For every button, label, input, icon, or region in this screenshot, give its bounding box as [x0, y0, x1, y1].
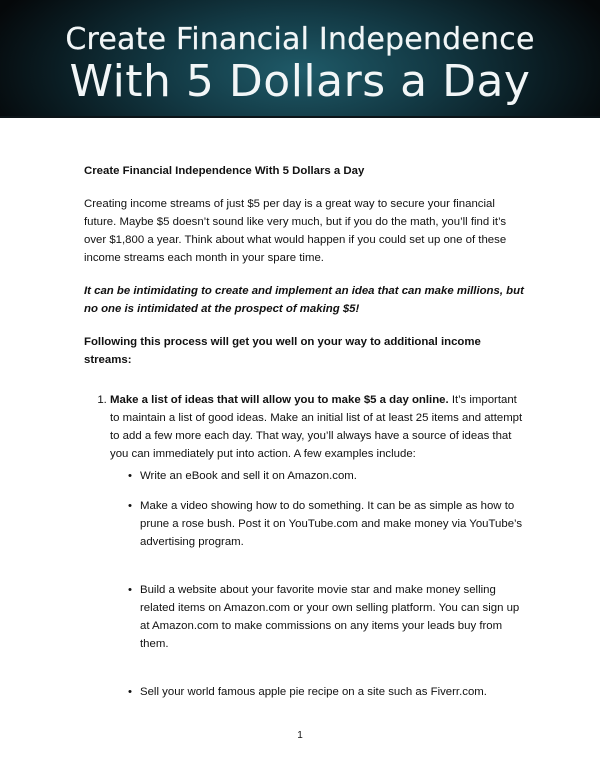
header-banner [0, 0, 600, 118]
process-heading: Following this process will get you well on your way to additional income streams: [84, 336, 481, 366]
examples-list [110, 467, 524, 701]
document-title: Create Financial Independence With 5 Dollars a Day [84, 165, 365, 177]
example-item: • Build a website about your favorite movie star and make money selling related items on Amazon.com or your own selling platform. You can sign up at Amazon.com to make commissions on any items your leads buy from them. [130, 581, 524, 653]
step-text: It’s important to maintain a list of good ideas. Make an initial list of at least 25 items and attempt to add a few more each day. That way, you’ll always have a source of ideas that you can immediately put into action. A few examples include: [110, 394, 523, 460]
banner-title-line-2: With 5 Dollars a Day [69, 56, 531, 107]
steps-list [84, 391, 524, 701]
banner-title-line-1: Create Financial Independence [65, 22, 535, 57]
emphasis-paragraph: It can be intimidating to create and implement an idea that can make millions, but no one is intimidated at the prospect of making $5! [84, 285, 524, 315]
step-lead: Make a list of ideas that will allow you to make $5 a day online. [110, 394, 449, 406]
page-number: 1 [297, 730, 303, 741]
example-item: • Write an eBook and sell it on Amazon.com. [130, 467, 524, 485]
example-item: • Make a video showing how to do something. It can be as simple as how to prune a rose bush. Post it on YouTube.com and make money via YouTube’s advertising program. [130, 497, 524, 551]
example-item: • Sell your world famous apple pie recipe on a site such as Fiverr.com. [130, 683, 524, 701]
document-body [84, 162, 524, 713]
step-item [110, 391, 524, 701]
intro-paragraph: Creating income streams of just $5 per day is a great way to secure your financial future. Maybe $5 doesn’t sound like very much, but if you do the math, you’ll find it’s over $1,800 a year. Think about what would happen if you could set up one of these income streams each month in your spare time. [84, 198, 507, 264]
